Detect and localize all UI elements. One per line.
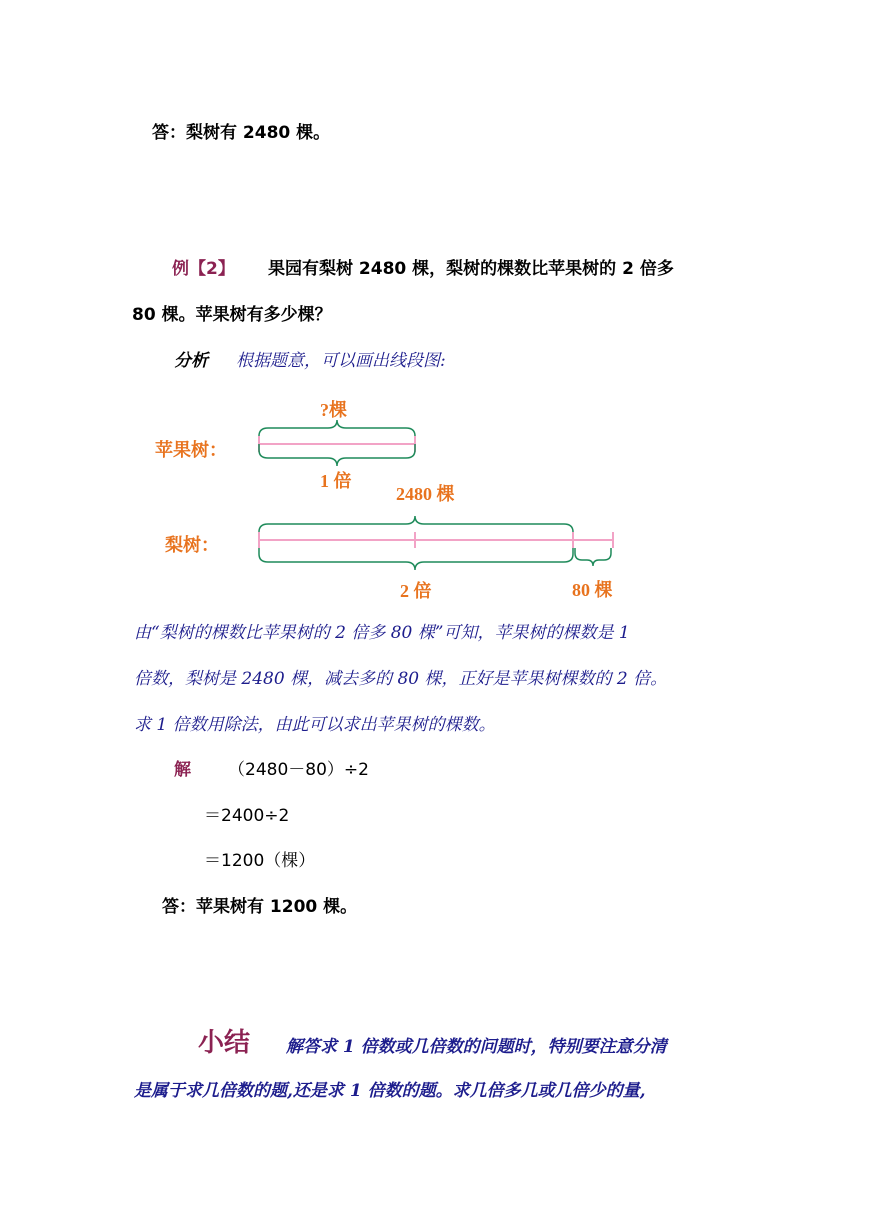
pear-bottom-brace xyxy=(259,548,573,570)
example-text-line2: 80 棵。苹果树有多少棵？ xyxy=(132,305,332,325)
apple-tree-label: 苹果树： xyxy=(155,440,227,460)
explanation-line2: 倍数，梨树是 2480 棵，减去多的 80 棵，正好是苹果树棵数的 2 倍。 xyxy=(134,669,668,689)
summary-label: 小结 xyxy=(198,1028,251,1058)
solution-step1: （2480－80）÷2 xyxy=(228,760,369,780)
explanation-line3: 求 1 倍数用除法，由此可以求出苹果树的棵数。 xyxy=(134,715,496,735)
answer-2: 答：苹果树有 1200 棵。 xyxy=(162,897,358,917)
explanation-line1: 由“梨树的棵数比苹果树的 2 倍多 80 棵”可知，苹果树的棵数是 1 xyxy=(134,623,630,643)
pear-extra-label: 80 棵 xyxy=(572,580,613,600)
solution-step3: ＝1200（棵） xyxy=(204,851,316,871)
example-label: 例【2】 xyxy=(172,259,235,279)
analysis-text: 根据题意，可以画出线段图: xyxy=(236,351,446,371)
solution-label: 解 xyxy=(174,760,191,780)
answer-1: 答：梨树有 2480 棵。 xyxy=(152,123,331,143)
analysis-label: 分析 xyxy=(174,351,208,371)
apple-bottom-brace xyxy=(259,444,415,466)
solution-step2: ＝2400÷2 xyxy=(204,806,290,826)
example-text-line1: 果园有梨树 2480 棵，梨树的棵数比苹果树的 2 倍多 xyxy=(268,259,674,279)
pear-bottom-label: 2 倍 xyxy=(400,581,432,601)
apple-top-label: ?棵 xyxy=(320,400,347,420)
summary-line2: 是属于求几倍数的题,还是求 1 倍数的题。求几倍多几或几倍少的量, xyxy=(134,1081,646,1101)
extra-brace xyxy=(575,548,611,566)
apple-bottom-label: 1 倍 xyxy=(320,471,352,491)
pear-tree-label: 梨树： xyxy=(165,535,219,555)
apple-top-brace xyxy=(259,420,415,444)
pear-top-label: 2480 棵 xyxy=(396,484,455,504)
summary-line1: 解答求 1 倍数或几倍数的问题时，特别要注意分清 xyxy=(286,1037,667,1057)
